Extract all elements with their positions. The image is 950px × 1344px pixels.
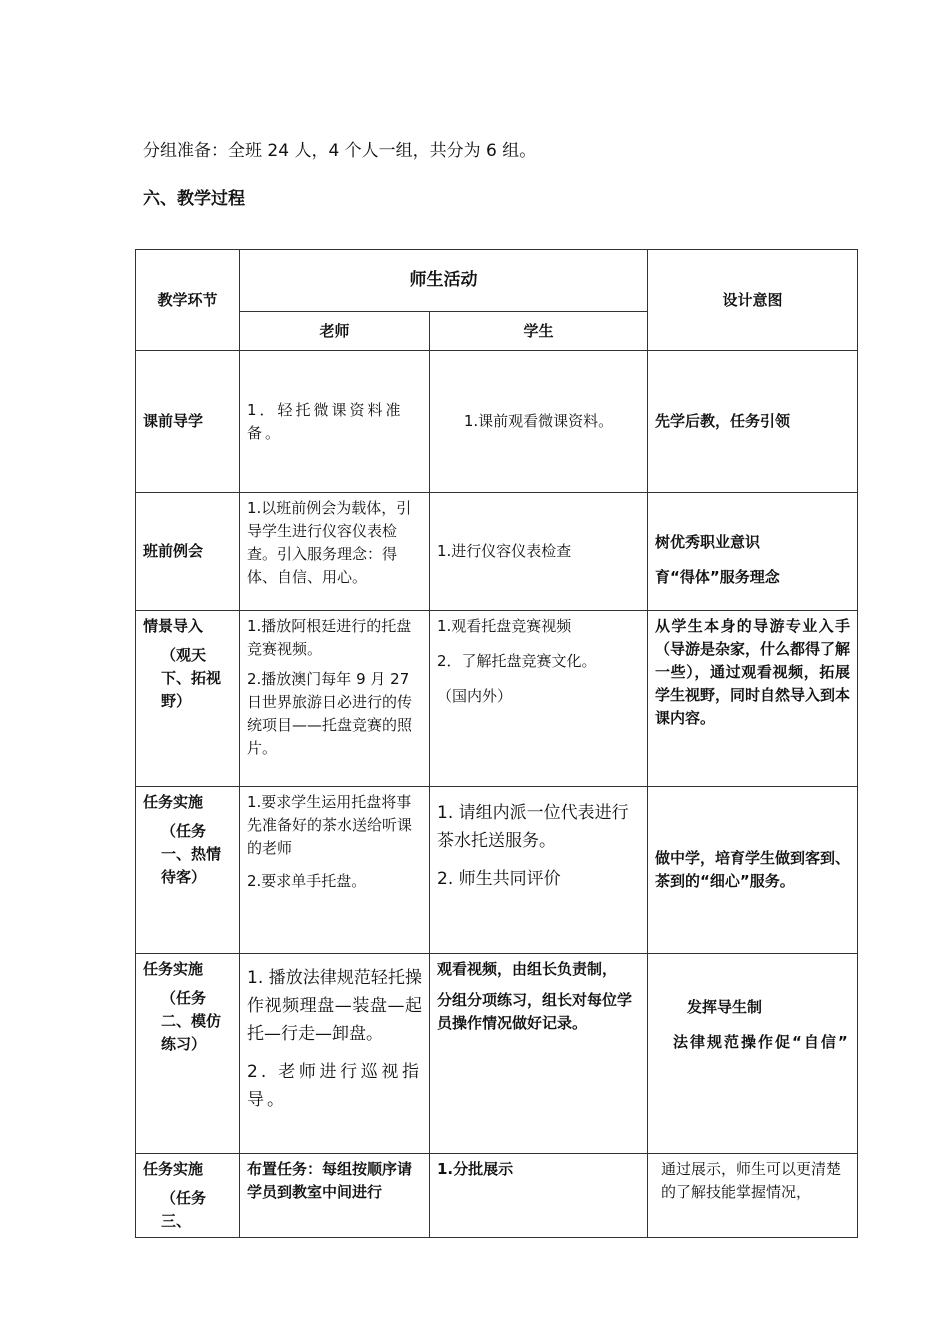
teacher-text: 1. 播放法律规范轻托操作视频理盘—装盘—起托—行走—卸盘。 bbox=[247, 968, 422, 1044]
intent-cell bbox=[648, 351, 858, 493]
student-text: 2. 师生共同评价 bbox=[437, 869, 561, 889]
teacher-cell bbox=[240, 351, 430, 493]
stage-subtitle: （任务一、热情待客） bbox=[161, 822, 222, 886]
teacher-text: 1.播放阿根廷进行的托盘竞赛视频。 bbox=[247, 617, 412, 658]
stage-cell bbox=[136, 954, 240, 1154]
student-text: （国内外） bbox=[437, 687, 513, 705]
intent-cell bbox=[648, 611, 858, 787]
group-prep-text: 分组准备：全班 24 人，4 个人一组，共分为 6 组。 bbox=[143, 141, 537, 161]
teaching-process-table bbox=[135, 249, 858, 1238]
stage-cell bbox=[136, 611, 240, 787]
stage-title: 任务实施 bbox=[143, 793, 204, 811]
stage-subtitle: （观天下、拓视野） bbox=[161, 646, 222, 710]
teacher-text: 2.要求单手托盘。 bbox=[247, 872, 367, 890]
stage-subtitle: （任务三、 bbox=[161, 1189, 207, 1230]
student-text: 1.课前观看微课资料。 bbox=[463, 412, 614, 430]
header-row bbox=[136, 250, 858, 312]
intent-text: 树优秀职业意识 bbox=[655, 533, 761, 551]
student-cell bbox=[430, 351, 648, 493]
table-row bbox=[136, 351, 858, 493]
student-cell bbox=[430, 1154, 648, 1238]
teacher-cell bbox=[240, 787, 430, 954]
header-student: 学生 bbox=[430, 312, 648, 351]
student-text: 2．了解托盘竞赛文化。 bbox=[437, 652, 597, 670]
teacher-cell bbox=[240, 493, 430, 611]
student-text: 观看视频，由组长负责制， bbox=[437, 960, 618, 978]
intent-cell bbox=[648, 954, 858, 1154]
stage-title: 班前例会 bbox=[143, 542, 204, 560]
stage-title: 课前导学 bbox=[143, 412, 204, 430]
stage-title: 任务实施 bbox=[143, 960, 204, 978]
student-cell bbox=[430, 611, 648, 787]
teacher-text: 1.要求学生运用托盘将事先准备好的茶水送给听课的老师 bbox=[247, 793, 413, 857]
stage-title: 任务实施 bbox=[143, 1160, 204, 1178]
table-row bbox=[136, 611, 858, 787]
table-row bbox=[136, 954, 858, 1154]
student-cell bbox=[430, 954, 648, 1154]
intent-text: 通过展示，师生可以更清楚的了解技能掌握情况， bbox=[661, 1160, 842, 1201]
teacher-cell bbox=[240, 611, 430, 787]
student-text: 1.进行仪容仪表检查 bbox=[437, 542, 572, 560]
student-text: 1.观看托盘竞赛视频 bbox=[437, 617, 572, 635]
intent-cell bbox=[648, 1154, 858, 1238]
student-text: 1.分批展示 bbox=[437, 1160, 514, 1178]
teacher-cell bbox=[240, 1154, 430, 1238]
intent-text: 法律规范操作促“自信” bbox=[673, 1033, 850, 1051]
header-teacher: 老师 bbox=[240, 312, 430, 351]
table-row bbox=[136, 493, 858, 611]
intent-cell bbox=[648, 493, 858, 611]
teacher-text: 1.以班前例会为载体，引导学生进行仪容仪表检查。引入服务理念：得体、自信、用心。 bbox=[247, 499, 412, 586]
header-stage: 教学环节 bbox=[136, 250, 240, 351]
teacher-text: 布置任务：每组按顺序请学员到教室中间进行 bbox=[247, 1160, 413, 1201]
table-row bbox=[136, 1154, 858, 1238]
stage-cell bbox=[136, 1154, 240, 1238]
student-cell bbox=[430, 787, 648, 954]
stage-cell bbox=[136, 351, 240, 493]
student-text: 分组分项练习，组长对每位学员操作情况做好记录。 bbox=[437, 991, 633, 1032]
intent-text: 先学后教，任务引领 bbox=[655, 412, 791, 430]
teacher-text: 1．轻托微课资料准备。 bbox=[247, 400, 404, 442]
stage-subtitle: （任务二、模仿练习） bbox=[161, 989, 222, 1053]
student-text: 1. 请组内派一位代表进行茶水托送服务。 bbox=[437, 803, 629, 851]
intent-cell bbox=[648, 787, 858, 954]
intent-text: 育“得体”服务理念 bbox=[655, 568, 780, 586]
teacher-text: 2. 老师进行巡视指导。 bbox=[247, 1062, 422, 1110]
teacher-cell bbox=[240, 954, 430, 1154]
header-intent: 设计意图 bbox=[648, 250, 858, 351]
intent-text: 做中学，培育学生做到客到、茶到的“细心”服务。 bbox=[655, 849, 851, 890]
stage-title: 情景导入 bbox=[143, 617, 204, 635]
stage-cell bbox=[136, 787, 240, 954]
intent-text: 从学生本身的导游专业入手（导游是杂家，什么都得了解一些），通过观看视频，拓展学生视野，同时自然导入到本课内容。 bbox=[655, 617, 851, 727]
header-activity: 师生活动 bbox=[240, 250, 648, 312]
teacher-text: 2.播放澳门每年 9 月 27 日世界旅游日必进行的传统项目——托盘竞赛的照片。 bbox=[247, 670, 413, 757]
intent-text: 发挥导生制 bbox=[687, 998, 763, 1016]
table-row bbox=[136, 787, 858, 954]
stage-cell bbox=[136, 493, 240, 611]
student-cell bbox=[430, 493, 648, 611]
section-title: 六、教学过程 bbox=[143, 189, 245, 209]
